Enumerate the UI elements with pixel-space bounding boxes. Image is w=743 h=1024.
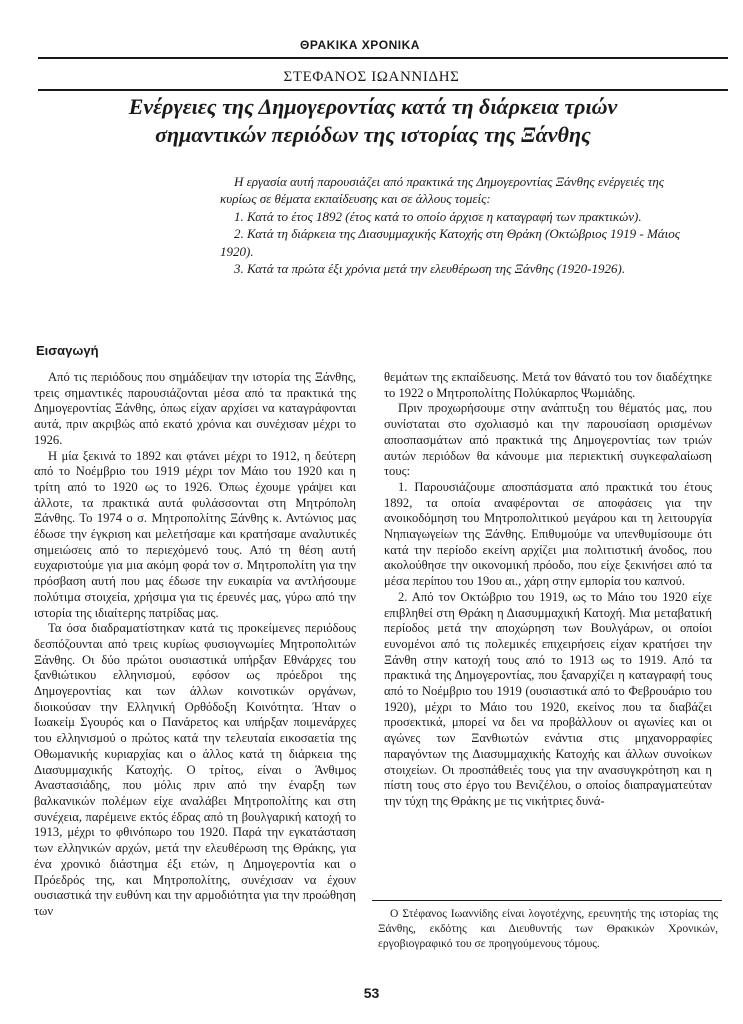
left-column (34, 370, 356, 920)
author-rule (38, 89, 728, 91)
abstract-item-2: 2. Κατά τη διάρκεια της Διασυμμαχικής Κατοχής στη Θράκη (Οκτώβριος 1919 - Μάιος 1920). (220, 226, 680, 259)
header-rule (38, 57, 728, 59)
paragraph: 2. Από τον Οκτώβριο του 1919, ως το Μάιο του 1920 είχε επιβληθεί στη Θράκη η Διασυμμαχική Κατοχή. Μια μεταβατική περίοδος μετά την αποχώρηση των Βουλγάρων, οι οποίοι ευνομένοι από τις πολεμικές επιχειρήσεις είχαν κρατήσει την Ξάνθη στην κατοχή τους από το 1913 ως το 1919. Από τα πρακτικά της Δημογεροντίας, που ξαναρχίζει η καταγραφή τους από το Νοέμβριο του 1919 (ουσιαστικά από το Φεβρουάριο του 1920), μέχρι το Μάιο του 1920, εκείνος που τα διαβάζει προσεκτικά, μπορεί να δει να προβάλλουν οι αγωνίες και οι αγώνες των Ξανθιωτών ενάντια στις μηχανορραφίες παραγόντων της Διασυμμαχικής Κατοχής και άλλων συνοίκων στοιχείων. Οι προσπάθειές τους για την ανασυγκρότηση και η πίστη τους στο έργο του Βενιζέλου, ο οποίος διαπραγματεύταν την τύχη της Θράκης με τις νικήτριες δυνά- (384, 589, 712, 808)
section-heading: Εισαγωγή (36, 343, 99, 358)
paragraph: 1. Παρουσιάζουμε αποσπάσματα από πρακτικά του έτους 1892, τα οποία αναφέρονται σε αποφάσεις για την ανοικοδόμηση του Μητροπολιτικού μεγάρου και τη λειτουργία Νηπιαγωγείων της Ξάνθης. Επιθυμούμε να υπενθυμίσουμε ότι κατά την περίοδο εκείνη αρχίζει μια πολιτιστική άνοδος, που ακολούθησε την οικονομική πρόοδο, που είχε ξεκινήσει από τα μέσα περίπου του 19ου αι., χάρη στην εμπορία του καπνού. (384, 479, 712, 589)
abstract-item-3: 3. Κατά τα πρώτα έξι χρόνια μετά την ελευθέρωση της Ξάνθης (1920-1926). (234, 261, 626, 277)
paragraph: Από τις περιόδους που σημάδεψαν την ιστορία της Ξάνθης, τρεις σημαντικές παρουσιάζονται μέσα από τα πρακτικά της Δημογεροντίας Ξάνθης, όπως είχαν αρχίσει να καταγράφονται αυτά, πριν ακριβώς από εκατό χρόνια και συνέχισαν μέχρι το 1926. (34, 370, 356, 447)
article-title (48, 93, 698, 149)
title-line-2: σημαντικών περιόδων της ιστορίας της Ξάνθης (155, 122, 591, 147)
abstract (220, 173, 700, 277)
right-column (384, 370, 712, 810)
paragraph: θεμάτων της εκπαίδευσης. Μετά τον θάνατό του τον διαδέχτηκε το 1922 ο Μητροπολίτης Πολύκαρπος Ψωμιάδης. (384, 370, 712, 400)
author-name: ΣΤΕΦΑΝΟΣ ΙΩΑΝΝΙΔΗΣ (283, 69, 460, 85)
title-line-1: Ενέργειες της Δημογεροντίας κατά τη διάρκεια τριών (128, 94, 618, 119)
paragraph: Η μία ξεκινά το 1892 και φτάνει μέχρι το 1912, η δεύτερη από το Νοέμβριο του 1919 μέχρι τον Μάιο του 1920 και η τρίτη από το 1920 ως το 1926. Όπως έχουμε γράψει και άλλοτε, τα πρακτικά αυτά φυλάσσονται στη Μητρόπολη Ξάνθης. Το 1974 ο σ. Μητροπολίτης Ξάνθης κ. Αντώνιος μας έδωσε την έγκριση και μελετήσαμε και κρατήσαμε αναλυτικές σημειώσεις από το περιεχόμενό τους. Από τη θέση αυτή ευχαριστούμε για μια ακόμη φορά τον σ. Μητροπολίτη για την πρόσβαση αυτή που μας έδωσε την ευκαιρία να αντλήσουμε πολύτιμα στοιχεία, χρήσιμα για τις έρευνές μας, γύρω από την ιστορία της ιδιαίτερης πατρίδας μας. (34, 448, 356, 620)
footnote-rule (372, 900, 722, 901)
running-head: ΘΡΑΚΙΚΑ ΧΡΟΝΙΚΑ (300, 38, 420, 52)
abstract-item-1: 1. Κατά το έτος 1892 (έτος κατά το οποίο άρχισε η καταγραφή των πρακτικών). (234, 208, 642, 224)
page-number: 53 (363, 985, 380, 1001)
paragraph: Πριν προχωρήσουμε στην ανάπτυξη του θέματός μας, που συνίσταται στο σχολιασμό και την παρουσίαση ορισμένων αποσπασμάτων από πρακτικά της Δημογεροντίας των τριών αυτών περιόδων θα κάνουμε μια περιεκτική συγκεφαλαίωση τους: (384, 401, 712, 479)
paragraph: Τα όσα διαδραματίστηκαν κατά τις προκείμενες περιόδους δεσπόζουνται από τρεις κυρίως φυσιογνωμίες Μητροπολιτών Ξάνθης. Οι δύο πρώτοι ουσιαστικά υπήρξαν Εθνάρχες του ξανθιώτικου ελληνισμού, εφόσον ως πρόεδροι της Δημογεροντίας και των άλλων κοινοτικών οργάνων, διοικούσαν την Ελληνική Ορθόδοξη Κοινότητα. Ήταν ο Ιωακείμ Σγουρός και ο Πανάρετος και υπήρξαν ποιμενάρχες του ελληνισμού ο πρώτος κατά την τελευταία εικοσαετία της Οθωμανικής κυριαρχίας και ο άλλος κατά τη διάρκεια της Διασυμμαχικής Κατοχής. Ο τρίτος, είναι ο Άνθιμος Αναστασιάδης, που μόλις πριν από την έναρξη των βαλκανικών πολέμων είχε αναλάβει Μητροπολίτης και στη συνέχεια, παρέμεινε εκτός έδρας από τη βουλγαρική κατοχή το 1913, μέχρι το φθινόπωρο του 1920. Παρά την εγκατάσταση των ελληνικών αρχών, μετά την ελευθέρωση της Θράκης, για ένα χρονικό διάστημα έξι ετών, η Δημογεροντία και ο Πρόεδρός της, και Μητροπολίτης, συνέχισαν να έχουν ουσιαστικά την ευθύνη και την αρμοδιότητα για την προώθηση των (34, 621, 356, 918)
abstract-intro: Η εργασία αυτή παρουσιάζει από πρακτικά της Δημογεροντίας Ξάνθης ενέργειές της κυρίως σε θέματα εκπαίδευσης και σε άλλους τομείς: (220, 174, 665, 207)
author-footnote: Ο Στέφανος Ιωαννίδης είναι λογοτέχνης, ερευνητής της ιστορίας της Ξάνθης, εκδότης και Διευθυντής των Θρακικών Χρονικών, εργοβιογραφικό του σε προηγούμενους τόμους. (378, 907, 718, 950)
